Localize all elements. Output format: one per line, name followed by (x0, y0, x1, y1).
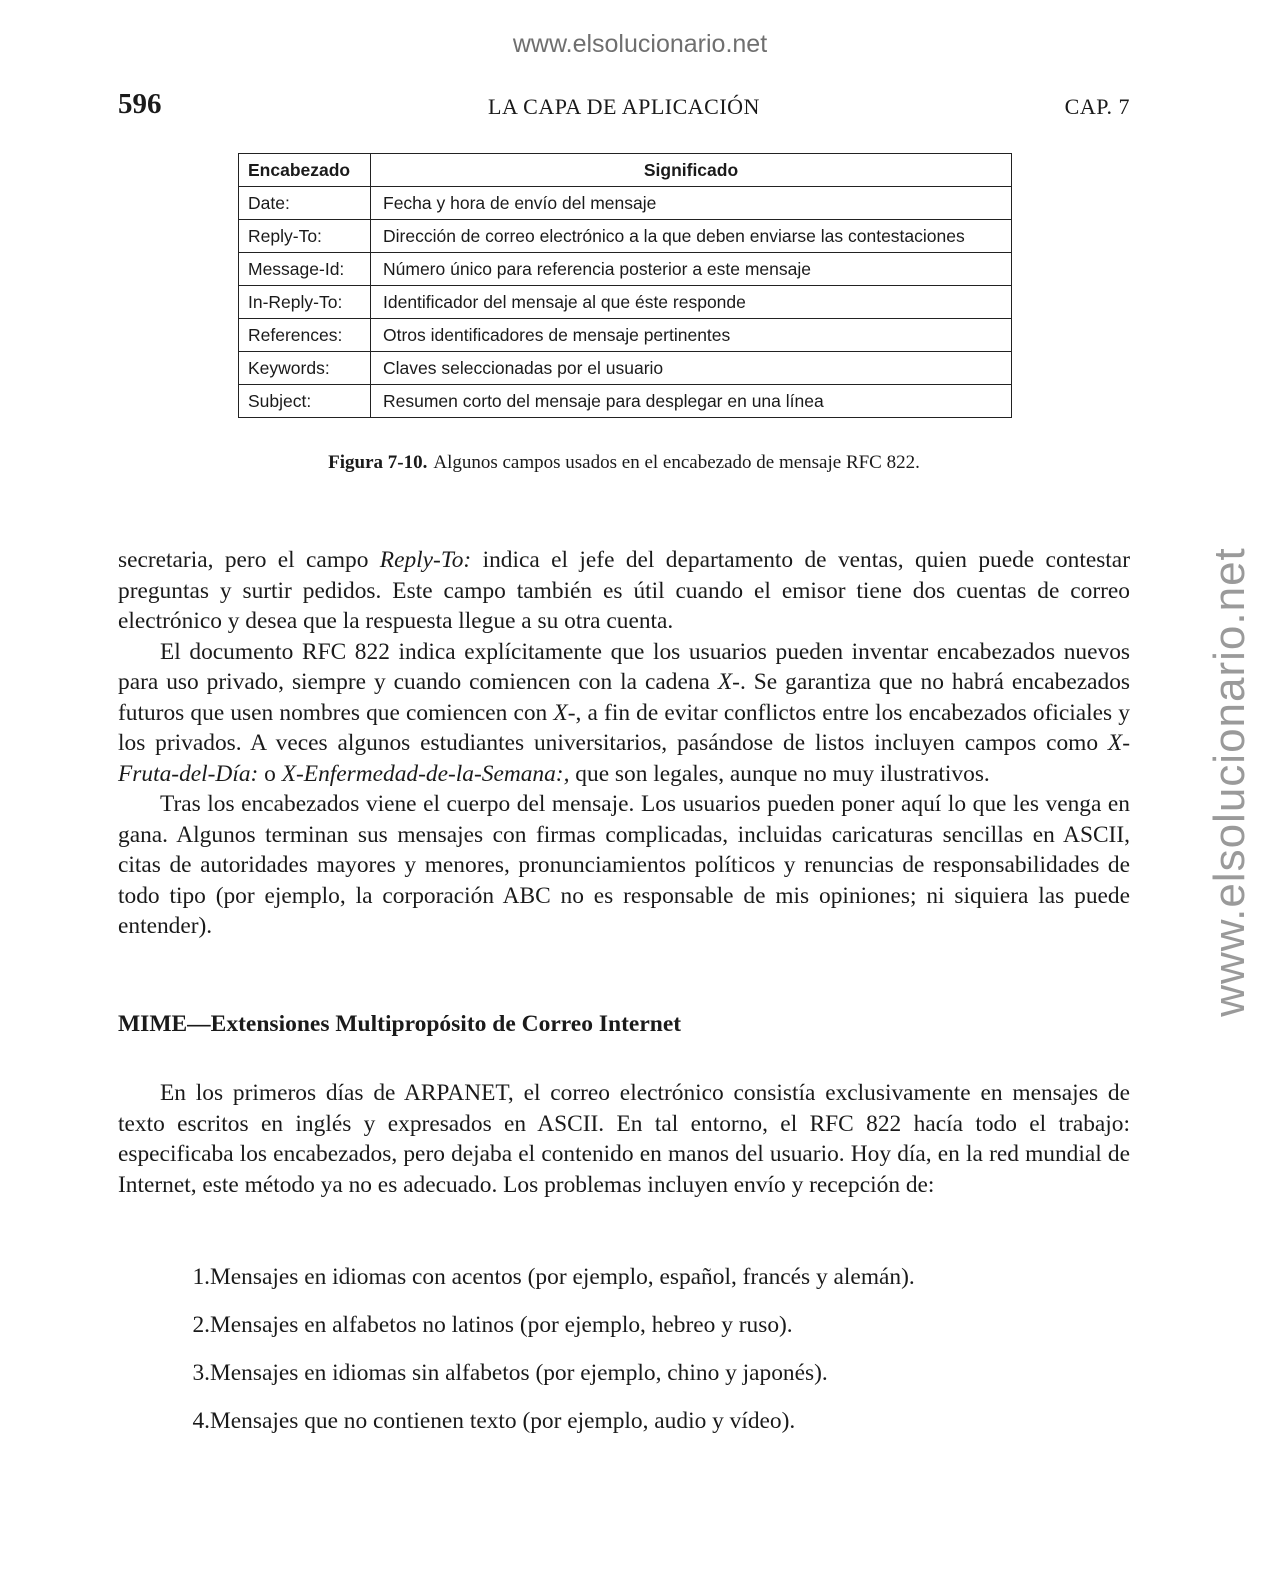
italic-term: X- (717, 669, 740, 695)
list-number: 4. (192, 1408, 210, 1434)
table-row (239, 253, 1012, 286)
list-text: Mensajes en alfabetos no latinos (por ejemplo, hebreo y ruso). (210, 1312, 793, 1338)
table-row (239, 319, 1012, 352)
list-item (160, 1406, 1140, 1454)
table-row (239, 220, 1012, 253)
figure-caption-label: Figura 7-10. (328, 452, 428, 473)
italic-term: X-Fruta-del-Día: (118, 730, 1130, 787)
field-name-cell: Keywords: (239, 352, 371, 385)
page-number: 596 (118, 88, 162, 120)
field-meaning-cell: Identificador del mensaje al que éste responde (371, 286, 1012, 319)
section-title: MIME—Extensiones Multipropósito de Correo Internet (118, 1011, 682, 1037)
field-meaning-cell: Claves seleccionadas por el usuario (371, 352, 1012, 385)
field-meaning-cell: Número único para referencia posterior a este mensaje (371, 253, 1012, 286)
list-item (160, 1262, 1140, 1310)
field-meaning-cell: Resumen corto del mensaje para desplegar en una línea (371, 385, 1012, 418)
paragraph: El documento RFC 822 indica explícitamente que los usuarios pueden inventar encabezados nuevos para uso privado, siempre y cuando comiencen con la cadena X-. Se garantiza que no habrá encabezados futuros que usen nombres que comiencen con X-, a fin de evitar conflictos entre los encabezados oficiales y los privados. A veces algunos estudiantes universitarios, pasándose de listos incluyen campos como X-Fruta-del-Día: o X-Enfermedad-de-la-Semana:, que son legales, aunque no muy ilustrativos. (118, 638, 1131, 787)
list-text: Mensajes en idiomas sin alfabetos (por ejemplo, chino y japonés). (210, 1360, 828, 1386)
field-meaning-cell: Dirección de correo electrónico a la que deben enviarse las contestaciones (371, 220, 1012, 253)
table-row (239, 187, 1012, 220)
list-number: 3. (192, 1360, 210, 1386)
column-header-field: Encabezado (239, 154, 371, 187)
list-text: Mensajes que no contienen texto (por ejemplo, audio y vídeo). (210, 1408, 796, 1434)
figure-caption-text: Algunos campos usados en el encabezado de mensaje RFC 822. (433, 452, 920, 473)
column-header-meaning: Significado (371, 154, 1012, 187)
paragraph-continuation: secretaria, pero el campo Reply-To: indica el jefe del departamento de ventas, quien puede contestar preguntas y surtir pedidos. Este campo también es útil cuando el emisor tiene dos cuentas de correo electrónico y desea que la respuesta llegue a su otra cuenta. (118, 547, 1130, 634)
field-meaning-cell: Fecha y hora de envío del mensaje (371, 187, 1012, 220)
field-name-cell: Message-Id: (239, 253, 371, 286)
italic-term: X- (553, 699, 576, 726)
watermark-side: www.elsolucionario.net (1205, 547, 1254, 1017)
list-item (160, 1358, 1140, 1406)
field-name-cell: In-Reply-To: (239, 286, 371, 319)
paragraph: Tras los encabezados viene el cuerpo del mensaje. Los usuarios pueden poner aquí lo que les venga en gana. Algunos terminan sus mensajes con firmas complicadas, incluidas caricaturas sencillas en ASCII, citas de autoridades mayores y menores, pronunciamientos políticos y renuncias de responsabilidades de todo tipo (por ejemplo, la corporación ABC no es responsable de mis opiniones; ni siquiera las puede entender). (118, 791, 1130, 939)
table-header-row (239, 154, 1012, 187)
list-number: 2. (192, 1312, 210, 1338)
body-text-lower (118, 1078, 1130, 1200)
running-head: LA CAPA DE APLICACIÓN (488, 94, 760, 119)
problems-list (160, 1262, 1140, 1454)
table-row (239, 352, 1012, 385)
chapter-label: CAP. 7 (1064, 94, 1130, 119)
list-text: Mensajes en idiomas con acentos (por ejemplo, español, francés y alemán). (210, 1264, 915, 1290)
figure-caption (0, 452, 1248, 474)
list-number: 1. (192, 1264, 210, 1290)
watermark-top: www.elsolucionario.net (512, 30, 768, 58)
table-row (239, 286, 1012, 319)
field-name-cell: Subject: (239, 385, 371, 418)
field-name-cell: Reply-To: (239, 220, 371, 253)
body-text-upper (118, 545, 1130, 942)
paragraph: En los primeros días de ARPANET, el correo electrónico consistía exclusivamente en mensajes de texto escritos en inglés y expresados en ASCII. En tal entorno, el RFC 822 hacía todo el trabajo: especificaba los encabezados, pero dejaba el contenido en manos del usuario. Hoy día, en la red mundial de Internet, este método ya no es adecuado. Los problemas incluyen envío y recepción de: (118, 1080, 1130, 1198)
field-name-cell: Date: (239, 187, 371, 220)
italic-term: Reply-To: (379, 547, 472, 573)
table-row (239, 385, 1012, 418)
field-meaning-cell: Otros identificadores de mensaje pertinentes (371, 319, 1012, 352)
italic-term: X-Enfermedad-de-la-Semana:, (281, 760, 570, 787)
header-fields-table (238, 153, 1012, 418)
field-name-cell: References: (239, 319, 371, 352)
list-item (160, 1310, 1140, 1358)
